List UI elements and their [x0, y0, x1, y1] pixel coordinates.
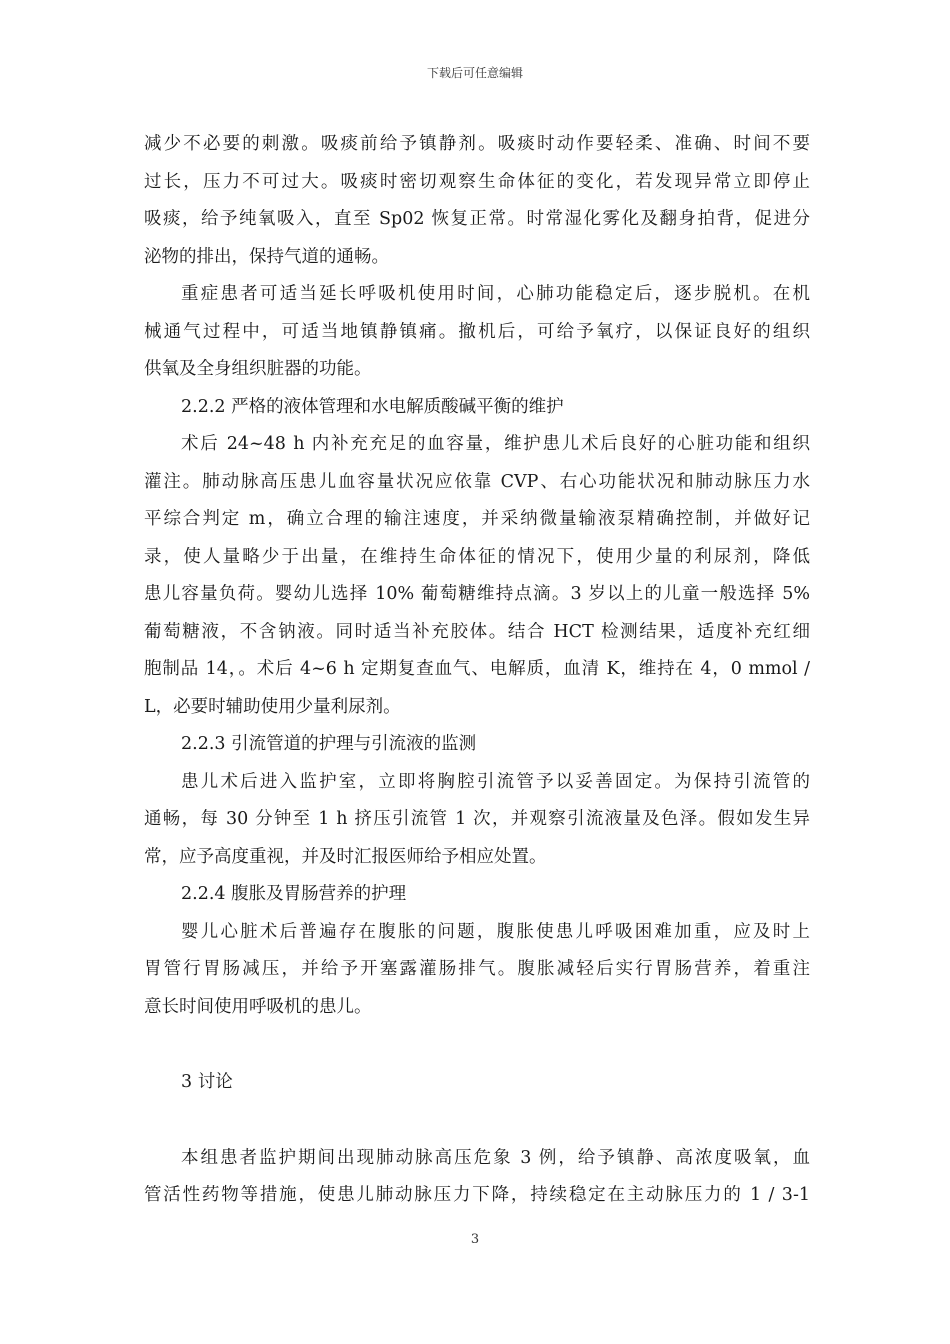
- section-spacer: [144, 1102, 810, 1140]
- text-line: 常，应予高度重视，并及时汇报医师给予相应处置。: [144, 846, 547, 867]
- text-line: 婴儿心脏术后普遍存在腹胀的问题，腹胀使患儿呼吸困难加重，应及时上: [181, 921, 810, 942]
- text-line: 胞制品 14，。术后 4~6 h 定期复查血气、电解质，血清 K，维持在 4，0 mmol /: [144, 659, 810, 679]
- text-line: 械通气过程中，可适当地镇静镇痛。撤机后，可给予氧疗，以保证良好的组织: [144, 321, 810, 342]
- paragraph-abdominal-care: [144, 914, 810, 1027]
- text-line: 患儿术后进入监护室，立即将胸腔引流管予以妥善固定。为保持引流管的: [181, 771, 810, 792]
- text-line: 重症患者可适当延长呼吸机使用时间，心肺功能稳定后，逐步脱机。在机: [181, 284, 810, 304]
- text-line: 过长，压力不可过大。吸痰时密切观察生命体征的变化，若发现异常立即停止: [144, 171, 810, 192]
- text-line: L，必要时辅助使用少量利尿剂。: [144, 696, 401, 717]
- section-heading-3-discussion: 3 讨论: [181, 1072, 233, 1092]
- text-line: 减少不必要的刺激。吸痰前给予镇静剂。吸痰时动作要轻柔、准确、时间不要: [144, 134, 810, 154]
- paragraph-ventilator-weaning: [144, 276, 810, 389]
- paragraph-suction-care: [144, 126, 810, 276]
- paragraph-drainage-care: [144, 764, 810, 877]
- section-spacer: [144, 1026, 810, 1064]
- text-line: 本组患者监护期间出现肺动脉高压危象 3 例，给予镇静、高浓度吸氧，血: [181, 1147, 810, 1168]
- text-line: 泌物的排出，保持气道的通畅。: [144, 246, 389, 267]
- text-line: 意长时间使用呼吸机的患儿。: [144, 996, 372, 1017]
- document-body: [144, 126, 810, 1215]
- text-line: 平综合判定 m，确立合理的输注速度，并采纳微量输液泵精确控制，并做好记: [144, 509, 810, 529]
- paragraph-fluid-management: [144, 426, 810, 726]
- page-number: 3: [470, 1232, 480, 1247]
- text-line: 通畅，每 30 分钟至 1 h 挤压引流管 1 次，并观察引流液量及色泽。假如发生异: [144, 809, 810, 829]
- section-heading-2-2-3: 2.2.3 引流管道的护理与引流液的监测: [181, 734, 477, 754]
- text-line: 管活性药物等措施，使患儿肺动脉压力下降，持续稳定在主动脉压力的 1 / 3-1: [144, 1185, 810, 1205]
- text-line: 吸痰，给予纯氧吸入，直至 Sp02 恢复正常。时常湿化雾化及翻身拍背，促进分: [144, 209, 810, 229]
- text-line: 胃管行胃肠减压，并给予开塞露灌肠排气。腹胀减轻后实行胃肠营养，着重注: [144, 959, 810, 979]
- text-line: 录，使人量略少于出量，在维持生命体征的情况下，使用少量的利尿剂，降低: [144, 546, 810, 567]
- text-line: 术后 24~48 h 内补充充足的血容量，维护患儿术后良好的心脏功能和组织: [181, 434, 810, 454]
- page-header: 下载后可任意编辑: [426, 66, 523, 80]
- section-heading-2-2-2: 2.2.2 严格的液体管理和水电解质酸碱平衡的维护: [181, 396, 564, 417]
- text-line: 患儿容量负荷。婴幼儿选择 10% 葡萄糖维持点滴。3 岁以上的儿童一般选择 5%: [144, 584, 810, 604]
- text-line: 葡萄糖液，不含钠液。同时适当补充胶体。结合 HCT 检测结果，适度补充红细: [144, 621, 810, 642]
- paragraph-discussion: [144, 1140, 810, 1215]
- text-line: 供氧及全身组织脏器的功能。: [144, 359, 372, 379]
- text-line: 灌注。肺动脉高压患儿血容量状况应依靠 CVP、右心功能状况和肺动脉压力水: [144, 471, 810, 492]
- section-heading-2-2-4: 2.2.4 腹胀及胃肠营养的护理: [181, 884, 407, 904]
